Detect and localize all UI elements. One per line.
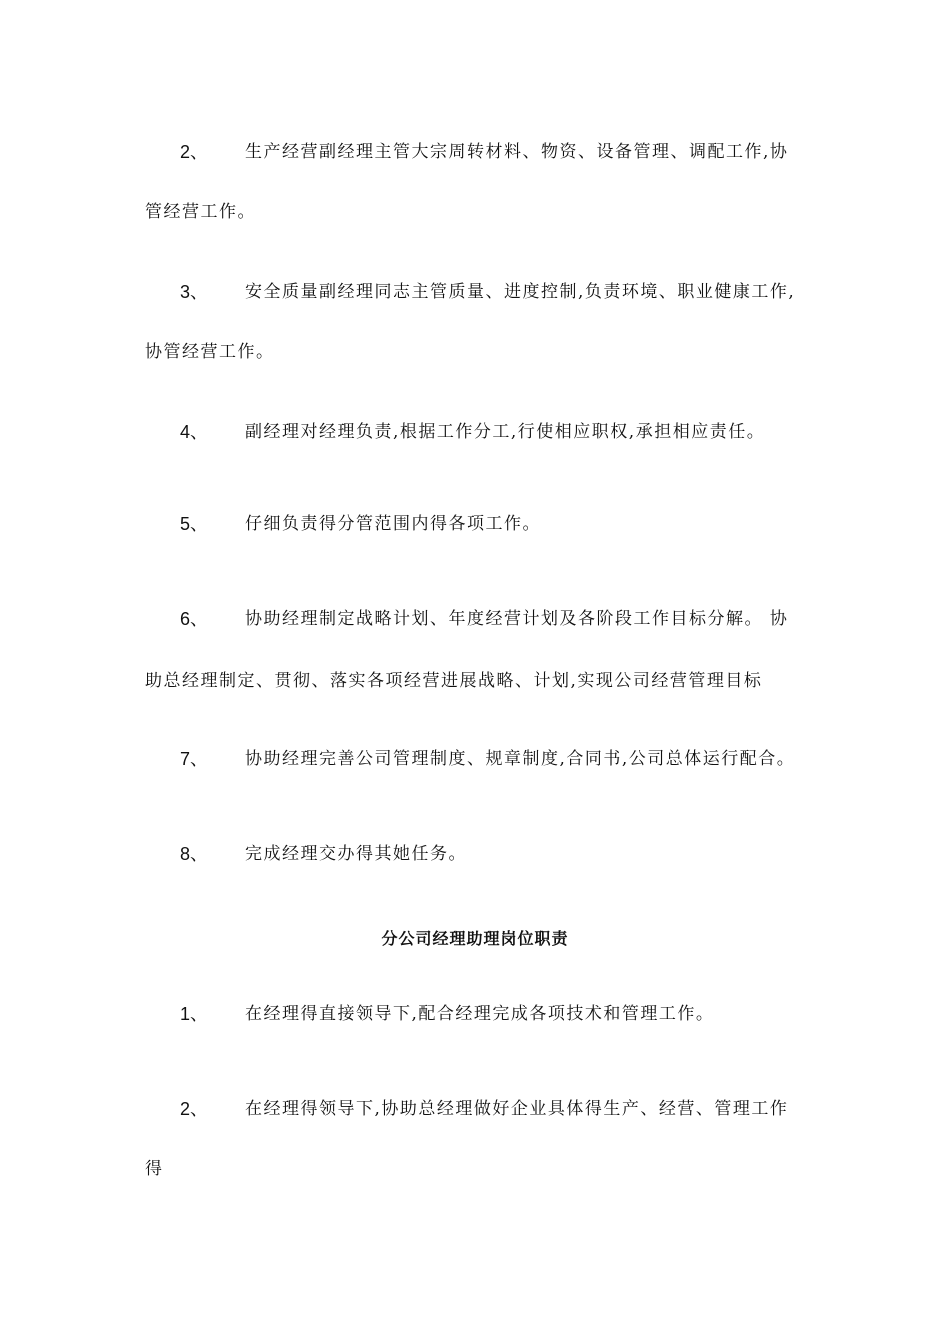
item-number: 7、 xyxy=(180,749,209,769)
item-number: 6、 xyxy=(180,609,209,629)
duty-item-6-continuation: 助总经理制定、贯彻、落实各项经营进展战略、计划,实现公司经营管理目标 xyxy=(145,671,763,691)
item-number: 8、 xyxy=(180,844,209,864)
item-text: 在经理得直接领导下,配合经理完成各项技术和管理工作。 xyxy=(245,1004,715,1024)
item-text: 仔细负责得分管范围内得各项工作。 xyxy=(245,514,541,534)
duty-item-3-continuation: 协管经营工作。 xyxy=(145,342,275,362)
duty-item-2-continuation: 管经营工作。 xyxy=(145,202,256,222)
item-text: 生产经营副经理主管大宗周转材料、物资、设备管理、调配工作,协 xyxy=(245,142,789,162)
item-number: 2、 xyxy=(180,142,209,162)
section-heading: 分公司经理助理岗位职责 xyxy=(381,929,569,948)
item-number: 4、 xyxy=(180,422,209,442)
item-number: 5、 xyxy=(180,514,209,534)
item-text: 协助经理制定战略计划、年度经营计划及各阶段工作目标分解。 协 xyxy=(245,609,789,629)
item-text: 在经理得领导下,协助总经理做好企业具体得生产、经营、管理工作 xyxy=(245,1099,789,1119)
item-text: 完成经理交办得其她任务。 xyxy=(245,844,467,864)
item-number: 2、 xyxy=(180,1099,209,1119)
item-text: 副经理对经理负责,根据工作分工,行使相应职权,承担相应责任。 xyxy=(245,422,766,442)
assistant-duty-item-2-continuation: 得 xyxy=(145,1159,164,1179)
item-text: 安全质量副经理同志主管质量、进度控制,负责环境、职业健康工作, xyxy=(245,282,796,302)
item-number: 1、 xyxy=(180,1004,209,1024)
item-text: 协助经理完善公司管理制度、规章制度,合同书,公司总体运行配合。 xyxy=(245,749,796,769)
item-number: 3、 xyxy=(180,282,209,302)
